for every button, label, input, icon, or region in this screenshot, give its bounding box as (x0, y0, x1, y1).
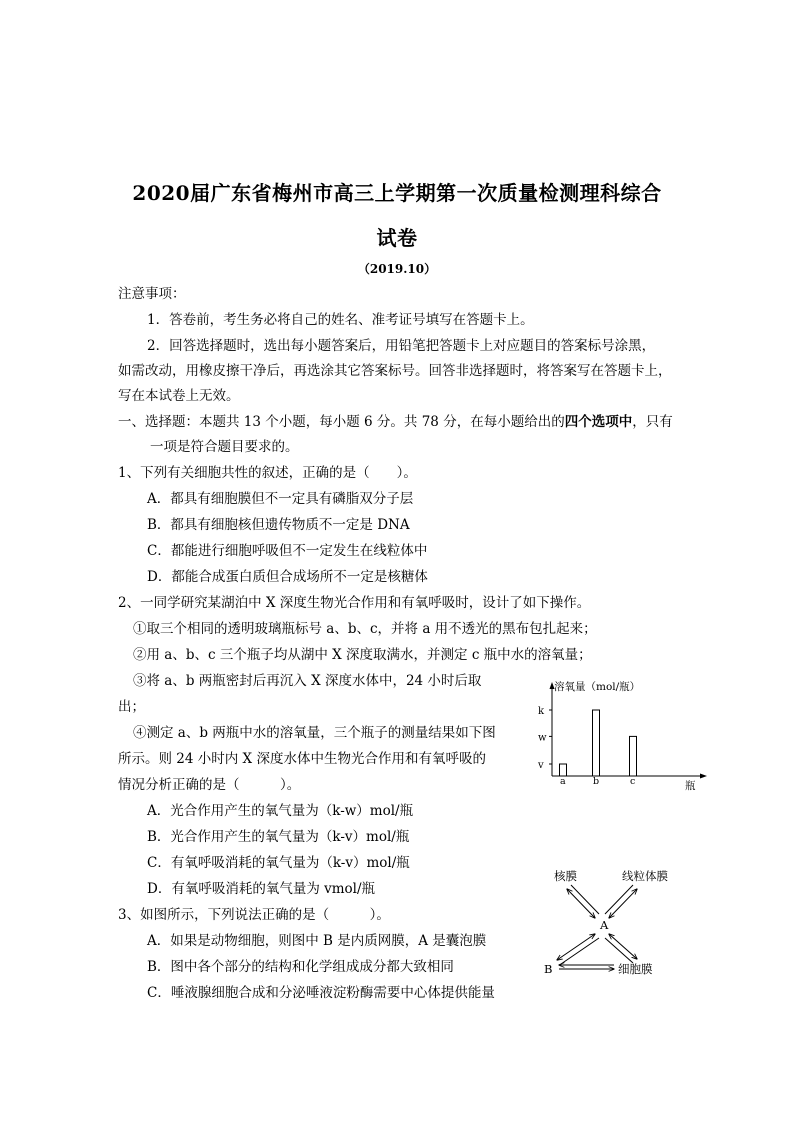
q2-step-4-line2: 所示。则 24 小时内 X 深度水体中生物光合作用和有氧呼吸的 (118, 751, 486, 767)
arrow-a-cell-1 (609, 934, 637, 959)
arrow-a-cell-2 (605, 938, 633, 963)
q2-step-1: ①取三个相同的透明玻璃瓶标号 a、b、c，并将 a 用不透光的黑布包扎起来； (133, 621, 597, 637)
note-2-line2: 如需改动，用橡皮擦干净后，再选涂其它答案标号。回答非选择题时，将答案写在答题卡上， (118, 363, 672, 379)
chart-ylabel: 溶氧量（mol/瓶） (554, 681, 641, 693)
note-2-line1: 2．回答选择题时，选出每小题答案后，用铅笔把答题卡上对应题目的答案标号涂黑， (147, 338, 656, 354)
section-header-tail: ，只有 (632, 414, 673, 430)
q3-stem: 3、如图所示，下列说法正确的是（ ）。 (118, 907, 390, 923)
y-tick-label-k: k (538, 706, 545, 717)
x-tick-label-b: b (593, 776, 600, 787)
arrow-a-mito-1 (609, 889, 637, 918)
label-b: B (544, 962, 553, 976)
q3-option-b: B．图中各个部分的结构和化学组成成分都大致相同 (147, 959, 454, 975)
x-tick-label-a: a (560, 776, 566, 787)
arrow-a-nuclear-2 (571, 885, 599, 914)
section-header-line1 (118, 413, 673, 431)
q2-step-3-line1: ③将 a、b 两瓶密封后再沉入 X 深度水体中，24 小时后取 (133, 673, 482, 689)
arrow-a-b-1 (557, 934, 595, 960)
label-cell-membrane: 细胞膜 (618, 962, 653, 976)
exam-date: （2019.10） (357, 262, 437, 276)
q2-step-3-line2: 出； (118, 699, 145, 715)
q2-option-a: A．光合作用产生的氧气量为（k-w）mol/瓶 (147, 803, 414, 819)
bar-b (593, 710, 600, 776)
notes-heading: 注意事项： (118, 286, 186, 302)
oxygen-bar-chart (530, 676, 710, 794)
bar-a (560, 764, 567, 776)
x-tick-label-c: c (630, 776, 636, 787)
section-header-line2: 一项是符合题目要求的。 (150, 439, 299, 455)
q2-option-c: C．有氧呼吸消耗的氧气量为（k-v）mol/瓶 (147, 855, 410, 871)
q3-option-a: A．如果是动物细胞，则图中 B 是内质网膜，A 是囊泡膜 (147, 933, 487, 949)
label-nuclear-membrane: 核膜 (554, 869, 577, 883)
q3-option-c: C．唾液腺细胞合成和分泌唾液淀粉酶需要中心体提供能量 (147, 985, 495, 1001)
arrow-a-mito-2 (605, 885, 633, 914)
q1-option-a: A．都具有细胞膜但不一定具有磷脂双分子层 (147, 491, 414, 507)
label-a: A (600, 918, 609, 932)
q1-option-c: C．都能进行细胞呼吸但不一定发生在线粒体中 (147, 543, 428, 559)
paper-title-line1: 2020届广东省梅州市高三上学期第一次质量检测理科综合 (132, 181, 662, 205)
q1-stem: 1、下列有关细胞共性的叙述，正确的是（ ）。 (118, 465, 417, 481)
y-tick-label-v: v (538, 760, 544, 771)
label-mitochondrial-membrane: 线粒体膜 (622, 869, 668, 883)
q2-step-4-line3: 情况分析正确的是（ ）。 (118, 777, 301, 793)
q2-step-4-line1: ④测定 a、b 两瓶中水的溶氧量，三个瓶子的测量结果如下图 (133, 725, 496, 741)
chart-x-axis-arrow (700, 774, 707, 779)
paper-title-line2: 试卷 (376, 226, 418, 250)
q2-option-b: B．光合作用产生的氧气量为（k-v）mol/瓶 (147, 829, 410, 845)
arrow-a-b-2 (561, 938, 599, 964)
note-1: 1．答卷前，考生务必将自己的姓名、准考证号填写在答题卡上。 (147, 312, 534, 328)
chart-xlabel: 瓶 (685, 780, 696, 792)
q2-step-2: ②用 a、b、c 三个瓶子均从湖中 X 深度取满水，并测定 c 瓶中水的溶氧量； (133, 647, 592, 663)
bar-c (630, 736, 637, 776)
section-header-text: 一、选择题：本题共 13 个小题，每小题 6 分。共 78 分，在每小题给出的 (118, 414, 565, 430)
section-header-bold: 四个选项中 (564, 414, 633, 430)
q2-option-d: D．有氧呼吸消耗的氧气量为 vmol/瓶 (147, 881, 376, 897)
y-tick-label-w: w (538, 732, 547, 744)
q1-option-b: B．都具有细胞核但遗传物质不一定是 DNA (147, 517, 410, 533)
q2-stem: 2、一同学研究某湖泊中 X 深度生物光合作用和有氧呼吸时，设计了如下操作。 (118, 595, 591, 611)
membrane-diagram (540, 862, 710, 984)
note-2-line3: 写在本试卷上无效。 (118, 388, 240, 404)
arrow-a-nuclear-1 (567, 889, 595, 918)
q1-option-d: D．都能合成蛋白质但合成场所不一定是核糖体 (147, 569, 428, 585)
